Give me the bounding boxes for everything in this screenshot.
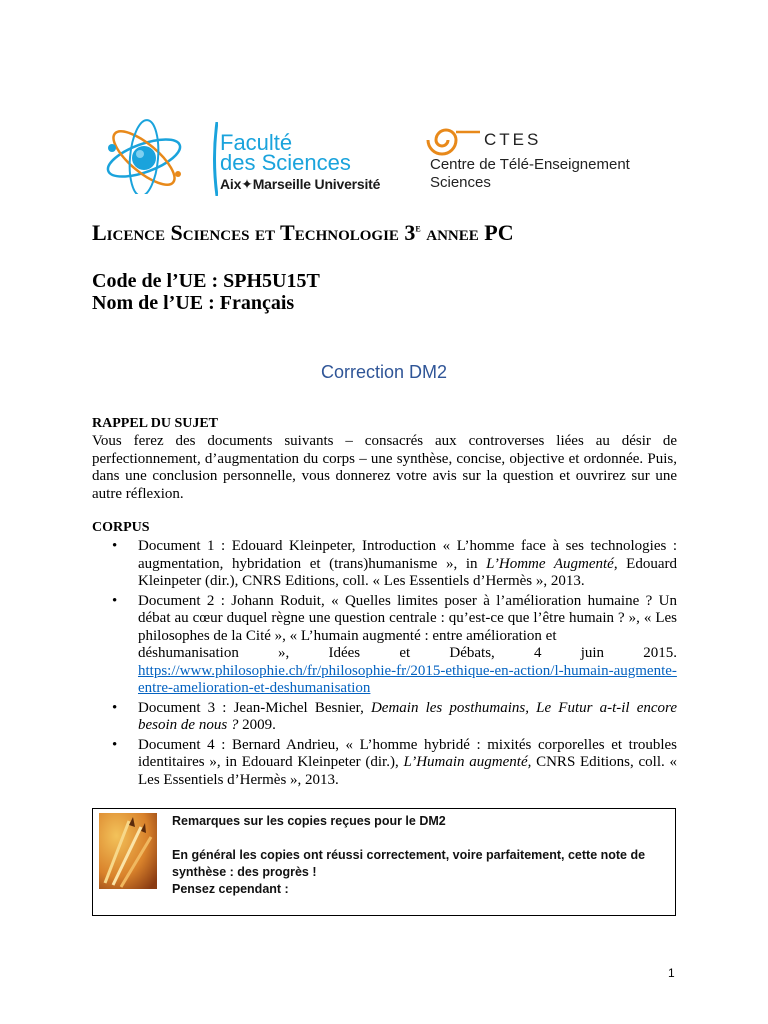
doc3-title: Demain les posthumains, Le Futur a-t-il encore besoin de nous ? xyxy=(138,699,677,733)
list-item xyxy=(112,700,677,735)
doc4-text: Document 4 : Bernard Andrieu, « L’homme hybridé : mixités corporelles et troubles identitaires », in Edouard Kleinpeter (dir.), xyxy=(138,736,677,770)
doc2-text: Document 2 : Johann Roduit, « Quelles limites poser à l’amélioration humaine ? Un débat au cœur duquel règne une question centrale : qu’est-ce que l’être humain ? », « Les philosophes de la Cité », « L’humain augmenté : entre amélioration et xyxy=(138,592,677,644)
atom-logo-icon xyxy=(104,118,214,194)
corpus-list xyxy=(112,538,677,791)
remarks-text xyxy=(172,813,672,898)
doc4-title: L’Humain augmenté, xyxy=(403,754,532,770)
bullet-icon: • xyxy=(112,699,118,716)
ctes-title: CTES xyxy=(484,130,542,149)
remarks-title: Remarques sur les copies reçues pour le DM2 xyxy=(172,814,446,828)
doc3-text-end: 2009. xyxy=(238,717,276,733)
licence-title xyxy=(92,220,514,246)
bullet-icon: • xyxy=(112,736,118,753)
ue-name: Nom de l’UE : Français xyxy=(92,292,295,314)
remarks-box xyxy=(92,808,676,916)
doc1-text-end: , Edouard Kleinpeter (dir.), CNRS Editions, coll. « Les Essentiels d’Hermès », 2013. xyxy=(138,555,677,589)
spiral-logo-icon xyxy=(422,118,482,158)
rappel-text: Vous ferez des documents suivants – consacrés aux controverses liées au désir de perfectionnement, d’augmentation du corps – une synthèse, concise, objective et ordonnée. Puis, dans une conclusion personnelle, vous donnerez votre avis sur la question et ouvrirez sur une autre réflexion. xyxy=(92,433,677,502)
rappel-heading: RAPPEL DU SUJET xyxy=(92,416,219,431)
faculty-logo-line1: Faculté xyxy=(220,130,293,155)
logo-divider-icon xyxy=(212,122,218,196)
faculty-logo xyxy=(104,112,394,198)
colored-pencils-icon xyxy=(99,813,157,889)
corpus-heading: CORPUS xyxy=(92,520,150,535)
licence-title-main: Licence Sciences et Technologie 3 xyxy=(92,220,416,245)
ctes-subtitle-2: Sciences xyxy=(430,174,491,191)
doc3-text: Document 3 : Jean-Michel Besnier, xyxy=(138,699,371,716)
doc1-text: Document 1 : Edouard Kleinpeter, Introduction « L’homme face à ses technologies : augmentation, hybridation et (trans)humanisme », in xyxy=(138,538,677,572)
licence-title-tail: annee PC xyxy=(420,220,514,245)
bullet-icon: • xyxy=(112,538,118,554)
faculty-logo-line3: Aix✦Marseille Université xyxy=(220,176,381,192)
list-item xyxy=(112,737,677,790)
doc2-link[interactable]: https://www.philosophie.ch/fr/philosophie-fr/2015-ethique-en-action/l-humain-augmente-entre-amelioration-et-deshumanisation xyxy=(138,662,677,696)
doc4-text-end: CNRS Editions, coll. « Les Essentiels d’Hermès », 2013. xyxy=(138,754,677,788)
page-number: 1 xyxy=(668,966,675,980)
ctes-logo xyxy=(422,118,662,198)
remarks-line-2: Pensez cependant : xyxy=(172,882,289,896)
doc2-text-end: déshumanisation », Idées et Débats, 4 juin 2015. xyxy=(138,645,677,661)
licence-title-sup: e xyxy=(415,220,421,235)
correction-title: Correction DM2 xyxy=(320,362,448,382)
doc1-title: L’Homme Augmenté xyxy=(486,555,614,572)
faculty-logo-line2: des Sciences xyxy=(220,150,351,175)
list-item xyxy=(112,538,677,591)
remarks-line-1: En général les copies ont réussi correctement, voire parfaitement, cette note de synthèse : des progrès ! xyxy=(172,848,646,879)
bullet-icon: • xyxy=(112,592,118,609)
ctes-subtitle-1: Centre de Télé-Enseignement xyxy=(430,156,630,173)
list-item xyxy=(112,593,677,698)
ue-code: Code de l’UE : SPH5U15T xyxy=(92,270,320,292)
